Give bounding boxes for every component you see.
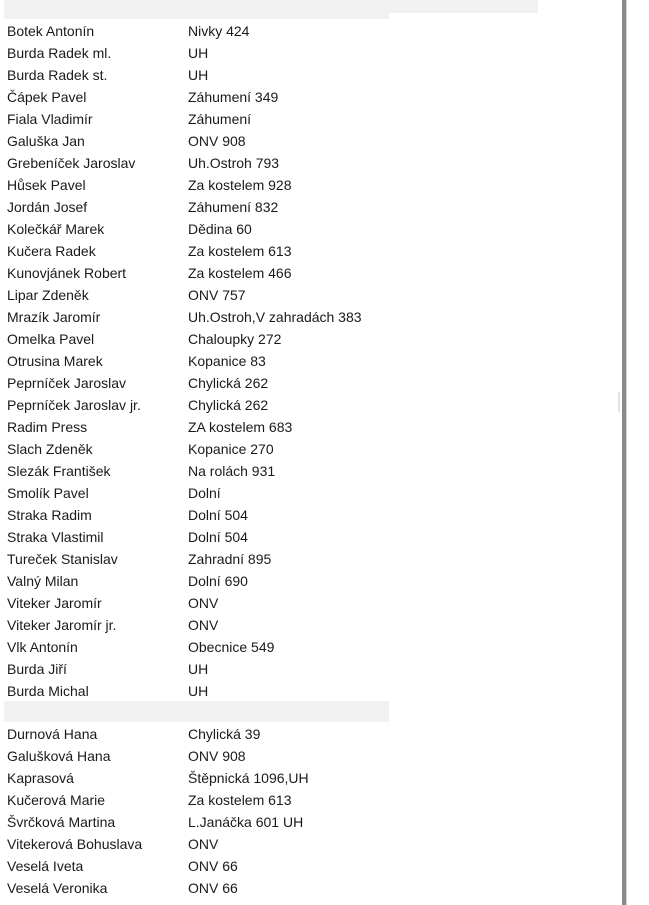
table-row [4, 745, 389, 767]
table-row [4, 262, 389, 284]
table-row [4, 526, 389, 548]
table-row [4, 789, 389, 811]
person-address: Dolní 504 [188, 507, 248, 523]
table-row [4, 130, 389, 152]
person-name: Čápek Pavel [7, 89, 87, 105]
person-name: Radim Press [7, 419, 88, 435]
person-name: Galuška Jan [7, 133, 85, 149]
header-band [4, 0, 538, 13]
person-name: Burda Radek ml. [7, 45, 112, 61]
person-address: Na rolách 931 [188, 463, 276, 479]
person-name: Viteker Jaromír [7, 595, 102, 611]
person-address: Za kostelem 466 [188, 265, 292, 281]
person-address: UH [188, 67, 209, 83]
table-row [4, 548, 389, 570]
table-row [4, 680, 389, 702]
person-name: Mrazík Jaromír [7, 309, 101, 325]
table-row [4, 218, 389, 240]
person-address: Dolní 690 [188, 573, 248, 589]
table-row [4, 20, 389, 42]
person-address: ONV 66 [188, 880, 238, 896]
person-address: Chylická 39 [188, 726, 261, 742]
table-row [4, 240, 389, 262]
table-row [4, 614, 389, 636]
person-name: Kučera Radek [7, 243, 96, 259]
person-name: Botek Antonín [7, 23, 95, 39]
table-row [4, 108, 389, 130]
person-address: ONV [188, 595, 219, 611]
person-address: Uh.Ostroh 793 [188, 155, 280, 171]
person-address: ONV 908 [188, 748, 246, 764]
person-name: Kunovjánek Robert [7, 265, 127, 281]
person-name: Durnová Hana [7, 726, 98, 742]
table-row [4, 482, 389, 504]
header-band-left [4, 13, 389, 19]
table-row [4, 877, 389, 899]
person-address: Štěpnická 1096,UH [188, 770, 309, 786]
person-name: Smolík Pavel [7, 485, 89, 501]
person-name: Burda Radek st. [7, 67, 108, 83]
person-name: Burda Michal [7, 683, 89, 699]
table-row [4, 833, 389, 855]
person-address: ONV 757 [188, 287, 246, 303]
person-name: Slezák František [7, 463, 111, 479]
person-address: L.Janáčka 601 UH [188, 814, 304, 830]
person-name: Kaprasová [7, 770, 74, 786]
person-address: Kopanice 270 [188, 441, 274, 457]
person-name: Kolečkář Marek [7, 221, 105, 237]
person-address: Záhumení 349 [188, 89, 279, 105]
person-address: UH [188, 683, 209, 699]
table-row [4, 328, 389, 350]
person-name: Peprníček Jaroslav jr. [7, 397, 141, 413]
person-address: Dolní 504 [188, 529, 248, 545]
person-address: ONV 66 [188, 858, 238, 874]
person-address: Dědina 60 [188, 221, 252, 237]
person-name: Fiala Vladimír [7, 111, 93, 127]
person-name: Hůsek Pavel [7, 177, 86, 193]
scrollbar-marker [618, 392, 620, 412]
person-name: Grebeníček Jaroslav [7, 155, 136, 171]
person-name: Galušková Hana [7, 748, 111, 764]
person-address: Záhumení 832 [188, 199, 279, 215]
person-name: Viteker Jaromír jr. [7, 617, 117, 633]
person-address: Dolní [188, 485, 221, 501]
person-name: Straka Vlastimil [7, 529, 104, 545]
person-name: Lipar Zdeněk [7, 287, 89, 303]
person-name: Peprníček Jaroslav [7, 375, 127, 391]
person-name: Burda Jiří [7, 661, 67, 677]
table-row [4, 306, 389, 328]
table-row [4, 855, 389, 877]
men-list [4, 20, 389, 702]
person-name: Jordán Josef [7, 199, 88, 215]
table-row [4, 42, 389, 64]
person-address: ONV [188, 836, 219, 852]
table-row [4, 196, 389, 218]
person-address: Chaloupky 272 [188, 331, 282, 347]
person-name: Vlk Antonín [7, 639, 78, 655]
person-name: Otrusina Marek [7, 353, 103, 369]
table-row [4, 64, 389, 86]
person-name: Švrčková Martina [7, 814, 116, 830]
person-name: Straka Radim [7, 507, 92, 523]
table-row [4, 636, 389, 658]
table-row [4, 570, 389, 592]
person-name: Vitekerová Bohuslava [7, 836, 143, 852]
person-address: Za kostelem 928 [188, 177, 292, 193]
person-name: Valný Milan [7, 573, 79, 589]
person-address: ZA kostelem 683 [188, 419, 293, 435]
person-address: UH [188, 45, 209, 61]
table-row [4, 284, 389, 306]
person-address: Chylická 262 [188, 375, 269, 391]
table-row [4, 416, 389, 438]
person-address: Za kostelem 613 [188, 792, 292, 808]
person-address: Uh.Ostroh,V zahradách 383 [188, 309, 362, 325]
section-separator [4, 701, 389, 722]
table-row [4, 504, 389, 526]
person-address: Záhumení [188, 111, 252, 127]
person-name: Veselá Veronika [7, 880, 108, 896]
window-right-border-highlight [626, 0, 627, 905]
person-address: Obecnice 549 [188, 639, 275, 655]
person-name: Kučerová Marie [7, 792, 106, 808]
table-row [4, 86, 389, 108]
table-row [4, 658, 389, 680]
table-row [4, 372, 389, 394]
person-name: Tureček Stanislav [7, 551, 118, 567]
person-address: Nivky 424 [188, 23, 250, 39]
table-row [4, 723, 389, 745]
table-row [4, 152, 389, 174]
women-list [4, 723, 389, 899]
person-name: Veselá Iveta [7, 858, 84, 874]
table-row [4, 394, 389, 416]
table-row [4, 592, 389, 614]
person-address: Za kostelem 613 [188, 243, 292, 259]
table-row [4, 460, 389, 482]
person-address: Kopanice 83 [188, 353, 266, 369]
table-row [4, 438, 389, 460]
person-address: Zahradní 895 [188, 551, 272, 567]
person-address: UH [188, 661, 209, 677]
table-row [4, 811, 389, 833]
person-name: Omelka Pavel [7, 331, 95, 347]
table-row [4, 174, 389, 196]
person-address: Chylická 262 [188, 397, 269, 413]
person-address: ONV 908 [188, 133, 246, 149]
person-name: Slach Zdeněk [7, 441, 93, 457]
table-row [4, 350, 389, 372]
person-address: ONV [188, 617, 219, 633]
table-row [4, 767, 389, 789]
